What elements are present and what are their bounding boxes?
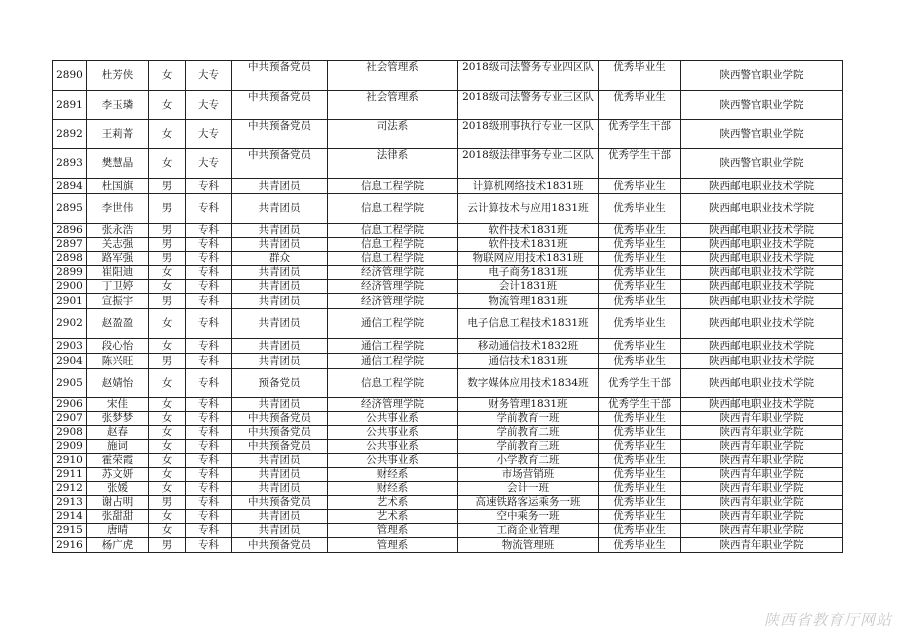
cell-award: 优秀毕业生 bbox=[599, 224, 681, 238]
table-row bbox=[53, 398, 843, 412]
cell-department: 信息工程学院 bbox=[328, 179, 458, 194]
cell-gender: 女 bbox=[149, 266, 186, 280]
cell-school: 陕西青年职业学院 bbox=[681, 426, 843, 440]
cell-department: 公共事业系 bbox=[328, 454, 458, 468]
cell-political-status: 共青团员 bbox=[232, 179, 328, 194]
cell-name: 李玉璘 bbox=[87, 91, 149, 120]
cell-school: 陕西警官职业学院 bbox=[681, 91, 843, 120]
cell-class: 财务管理1831班 bbox=[458, 398, 599, 412]
cell-class: 市场营销班 bbox=[458, 468, 599, 482]
table-row bbox=[53, 280, 843, 294]
cell-award: 优秀毕业生 bbox=[599, 440, 681, 454]
cell-class: 电子商务1831班 bbox=[458, 266, 599, 280]
cell-education: 专科 bbox=[186, 194, 232, 224]
cell-education: 专科 bbox=[186, 426, 232, 440]
cell-gender: 女 bbox=[149, 120, 186, 149]
cell-number: 2910 bbox=[53, 454, 87, 468]
table-row bbox=[53, 440, 843, 454]
cell-school: 陕西警官职业学院 bbox=[681, 61, 843, 91]
cell-name: 张梦梦 bbox=[87, 412, 149, 426]
roster-sheet bbox=[52, 60, 843, 553]
table-row bbox=[53, 252, 843, 266]
table-row bbox=[53, 294, 843, 309]
cell-name: 唐晴 bbox=[87, 524, 149, 538]
cell-education: 专科 bbox=[186, 524, 232, 538]
cell-department: 信息工程学院 bbox=[328, 238, 458, 252]
cell-education: 专科 bbox=[186, 510, 232, 524]
cell-department: 社会管理系 bbox=[328, 61, 458, 91]
cell-gender: 女 bbox=[149, 454, 186, 468]
cell-award: 优秀毕业生 bbox=[599, 354, 681, 369]
cell-number: 2892 bbox=[53, 120, 87, 149]
cell-gender: 男 bbox=[149, 496, 186, 510]
cell-number: 2900 bbox=[53, 280, 87, 294]
cell-political-status: 群众 bbox=[232, 252, 328, 266]
cell-number: 2915 bbox=[53, 524, 87, 538]
cell-gender: 女 bbox=[149, 426, 186, 440]
cell-school: 陕西青年职业学院 bbox=[681, 510, 843, 524]
cell-number: 2898 bbox=[53, 252, 87, 266]
cell-number: 2894 bbox=[53, 179, 87, 194]
cell-class: 通信技术1831班 bbox=[458, 354, 599, 369]
cell-award: 优秀毕业生 bbox=[599, 468, 681, 482]
cell-school: 陕西警官职业学院 bbox=[681, 149, 843, 179]
cell-number: 2906 bbox=[53, 398, 87, 412]
cell-class: 小学教育二班 bbox=[458, 454, 599, 468]
cell-gender: 女 bbox=[149, 482, 186, 496]
cell-class: 2018级法律事务专业二区队 bbox=[458, 149, 599, 179]
table-row bbox=[53, 91, 843, 120]
cell-gender: 男 bbox=[149, 179, 186, 194]
cell-name: 施词 bbox=[87, 440, 149, 454]
cell-name: 樊慧晶 bbox=[87, 149, 149, 179]
cell-award: 优秀毕业生 bbox=[599, 294, 681, 309]
cell-education: 专科 bbox=[186, 280, 232, 294]
cell-award: 优秀毕业生 bbox=[599, 510, 681, 524]
cell-school: 陕西青年职业学院 bbox=[681, 538, 843, 553]
cell-education: 专科 bbox=[186, 309, 232, 339]
cell-number: 2904 bbox=[53, 354, 87, 369]
cell-award: 优秀毕业生 bbox=[599, 179, 681, 194]
cell-political-status: 共青团员 bbox=[232, 510, 328, 524]
cell-number: 2907 bbox=[53, 412, 87, 426]
cell-name: 张媛 bbox=[87, 482, 149, 496]
table-row bbox=[53, 482, 843, 496]
cell-education: 专科 bbox=[186, 454, 232, 468]
cell-award: 优秀毕业生 bbox=[599, 280, 681, 294]
cell-political-status: 预备党员 bbox=[232, 369, 328, 398]
cell-name: 霍荣霞 bbox=[87, 454, 149, 468]
cell-number: 2916 bbox=[53, 538, 87, 553]
cell-department: 通信工程学院 bbox=[328, 309, 458, 339]
cell-political-status: 中共预备党员 bbox=[232, 91, 328, 120]
cell-number: 2901 bbox=[53, 294, 87, 309]
cell-name: 丁卫婷 bbox=[87, 280, 149, 294]
watermark-text: 陕西省教育厅网站 bbox=[763, 611, 892, 629]
cell-department: 经济管理学院 bbox=[328, 266, 458, 280]
table-row bbox=[53, 454, 843, 468]
cell-department: 司法系 bbox=[328, 120, 458, 149]
cell-number: 2914 bbox=[53, 510, 87, 524]
table-row bbox=[53, 61, 843, 91]
cell-name: 陈兴旺 bbox=[87, 354, 149, 369]
cell-gender: 女 bbox=[149, 61, 186, 91]
cell-school: 陕西邮电职业技术学院 bbox=[681, 238, 843, 252]
cell-department: 经济管理学院 bbox=[328, 280, 458, 294]
cell-gender: 女 bbox=[149, 398, 186, 412]
cell-name: 谢占明 bbox=[87, 496, 149, 510]
cell-department: 管理系 bbox=[328, 524, 458, 538]
cell-class: 2018级司法警务专业四区队 bbox=[458, 61, 599, 91]
cell-award: 优秀毕业生 bbox=[599, 61, 681, 91]
cell-department: 信息工程学院 bbox=[328, 194, 458, 224]
cell-award: 优秀学生干部 bbox=[599, 369, 681, 398]
cell-gender: 女 bbox=[149, 524, 186, 538]
cell-number: 2909 bbox=[53, 440, 87, 454]
cell-number: 2891 bbox=[53, 91, 87, 120]
cell-name: 赵婧怡 bbox=[87, 369, 149, 398]
cell-name: 关志强 bbox=[87, 238, 149, 252]
cell-award: 优秀毕业生 bbox=[599, 482, 681, 496]
cell-political-status: 共青团员 bbox=[232, 224, 328, 238]
cell-education: 专科 bbox=[186, 224, 232, 238]
cell-political-status: 共青团员 bbox=[232, 354, 328, 369]
cell-department: 公共事业系 bbox=[328, 426, 458, 440]
cell-gender: 女 bbox=[149, 91, 186, 120]
cell-department: 通信工程学院 bbox=[328, 339, 458, 354]
cell-name: 崔阳迪 bbox=[87, 266, 149, 280]
cell-award: 优秀毕业生 bbox=[599, 339, 681, 354]
cell-political-status: 共青团员 bbox=[232, 238, 328, 252]
roster-body bbox=[53, 61, 843, 553]
cell-class: 高速铁路客运乘务一班 bbox=[458, 496, 599, 510]
table-row bbox=[53, 426, 843, 440]
cell-gender: 女 bbox=[149, 510, 186, 524]
cell-award: 优秀毕业生 bbox=[599, 538, 681, 553]
cell-education: 专科 bbox=[186, 482, 232, 496]
cell-department: 财经系 bbox=[328, 468, 458, 482]
cell-class: 会计一班 bbox=[458, 482, 599, 496]
cell-education: 大专 bbox=[186, 149, 232, 179]
cell-gender: 女 bbox=[149, 369, 186, 398]
cell-number: 2908 bbox=[53, 426, 87, 440]
cell-political-status: 中共预备党员 bbox=[232, 538, 328, 553]
cell-award: 优秀毕业生 bbox=[599, 454, 681, 468]
cell-name: 路军强 bbox=[87, 252, 149, 266]
cell-name: 赵盈盈 bbox=[87, 309, 149, 339]
cell-class: 会计1831班 bbox=[458, 280, 599, 294]
cell-education: 专科 bbox=[186, 538, 232, 553]
cell-number: 2890 bbox=[53, 61, 87, 91]
table-row bbox=[53, 354, 843, 369]
cell-department: 信息工程学院 bbox=[328, 224, 458, 238]
cell-education: 专科 bbox=[186, 252, 232, 266]
cell-name: 赵春 bbox=[87, 426, 149, 440]
cell-class: 学前教育二班 bbox=[458, 426, 599, 440]
cell-political-status: 共青团员 bbox=[232, 524, 328, 538]
cell-political-status: 中共预备党员 bbox=[232, 61, 328, 91]
cell-school: 陕西青年职业学院 bbox=[681, 454, 843, 468]
cell-award: 优秀毕业生 bbox=[599, 426, 681, 440]
cell-education: 专科 bbox=[186, 412, 232, 426]
cell-class: 学前教育三班 bbox=[458, 440, 599, 454]
cell-department: 经济管理学院 bbox=[328, 398, 458, 412]
cell-department: 经济管理学院 bbox=[328, 294, 458, 309]
table-row bbox=[53, 339, 843, 354]
cell-political-status: 共青团员 bbox=[232, 339, 328, 354]
cell-school: 陕西青年职业学院 bbox=[681, 412, 843, 426]
cell-award: 优秀毕业生 bbox=[599, 524, 681, 538]
cell-award: 优秀学生干部 bbox=[599, 120, 681, 149]
table-row bbox=[53, 149, 843, 179]
cell-gender: 男 bbox=[149, 194, 186, 224]
cell-education: 专科 bbox=[186, 496, 232, 510]
table-row bbox=[53, 510, 843, 524]
cell-name: 杨广虎 bbox=[87, 538, 149, 553]
cell-class: 2018级司法警务专业三区队 bbox=[458, 91, 599, 120]
cell-department: 法律系 bbox=[328, 149, 458, 179]
cell-education: 专科 bbox=[186, 294, 232, 309]
cell-education: 专科 bbox=[186, 238, 232, 252]
cell-political-status: 中共预备党员 bbox=[232, 440, 328, 454]
cell-political-status: 中共预备党员 bbox=[232, 120, 328, 149]
cell-name: 宋佳 bbox=[87, 398, 149, 412]
cell-gender: 男 bbox=[149, 294, 186, 309]
cell-class: 软件技术1831班 bbox=[458, 238, 599, 252]
cell-school: 陕西青年职业学院 bbox=[681, 440, 843, 454]
cell-number: 2905 bbox=[53, 369, 87, 398]
cell-education: 专科 bbox=[186, 369, 232, 398]
cell-award: 优秀毕业生 bbox=[599, 496, 681, 510]
cell-class: 移动通信技术1832班 bbox=[458, 339, 599, 354]
cell-name: 苏文妍 bbox=[87, 468, 149, 482]
cell-award: 优秀毕业生 bbox=[599, 309, 681, 339]
cell-name: 杜芳侠 bbox=[87, 61, 149, 91]
cell-education: 专科 bbox=[186, 354, 232, 369]
table-row bbox=[53, 412, 843, 426]
cell-political-status: 中共预备党员 bbox=[232, 412, 328, 426]
cell-class: 学前教育一班 bbox=[458, 412, 599, 426]
cell-award: 优秀毕业生 bbox=[599, 194, 681, 224]
cell-award: 优秀学生干部 bbox=[599, 398, 681, 412]
cell-education: 大专 bbox=[186, 120, 232, 149]
cell-number: 2903 bbox=[53, 339, 87, 354]
cell-number: 2911 bbox=[53, 468, 87, 482]
cell-department: 公共事业系 bbox=[328, 440, 458, 454]
cell-name: 李世伟 bbox=[87, 194, 149, 224]
cell-class: 数字媒体应用技术1834班 bbox=[458, 369, 599, 398]
cell-class: 物流管理1831班 bbox=[458, 294, 599, 309]
cell-gender: 男 bbox=[149, 252, 186, 266]
cell-number: 2897 bbox=[53, 238, 87, 252]
cell-number: 2893 bbox=[53, 149, 87, 179]
cell-department: 艺术系 bbox=[328, 510, 458, 524]
cell-department: 艺术系 bbox=[328, 496, 458, 510]
cell-education: 专科 bbox=[186, 398, 232, 412]
table-row bbox=[53, 538, 843, 553]
table-row bbox=[53, 309, 843, 339]
cell-department: 信息工程学院 bbox=[328, 369, 458, 398]
cell-school: 陕西邮电职业技术学院 bbox=[681, 398, 843, 412]
cell-political-status: 共青团员 bbox=[232, 398, 328, 412]
cell-class: 物联网应用技术1831班 bbox=[458, 252, 599, 266]
cell-political-status: 中共预备党员 bbox=[232, 496, 328, 510]
cell-class: 工商企业管理 bbox=[458, 524, 599, 538]
cell-school: 陕西青年职业学院 bbox=[681, 496, 843, 510]
cell-name: 杜国旗 bbox=[87, 179, 149, 194]
cell-school: 陕西邮电职业技术学院 bbox=[681, 369, 843, 398]
table-row bbox=[53, 224, 843, 238]
cell-department: 公共事业系 bbox=[328, 412, 458, 426]
cell-political-status: 共青团员 bbox=[232, 294, 328, 309]
cell-class: 云计算技术与应用1831班 bbox=[458, 194, 599, 224]
cell-education: 专科 bbox=[186, 339, 232, 354]
cell-education: 专科 bbox=[186, 266, 232, 280]
table-row bbox=[53, 524, 843, 538]
table-row bbox=[53, 496, 843, 510]
cell-political-status: 共青团员 bbox=[232, 454, 328, 468]
cell-gender: 男 bbox=[149, 238, 186, 252]
cell-gender: 男 bbox=[149, 224, 186, 238]
cell-class: 电子信息工程技术1831班 bbox=[458, 309, 599, 339]
cell-class: 2018级刑事执行专业一区队 bbox=[458, 120, 599, 149]
cell-award: 优秀毕业生 bbox=[599, 266, 681, 280]
cell-department: 信息工程学院 bbox=[328, 252, 458, 266]
cell-political-status: 共青团员 bbox=[232, 468, 328, 482]
cell-department: 管理系 bbox=[328, 538, 458, 553]
cell-name: 王莉菁 bbox=[87, 120, 149, 149]
cell-gender: 女 bbox=[149, 468, 186, 482]
cell-political-status: 中共预备党员 bbox=[232, 426, 328, 440]
cell-education: 大专 bbox=[186, 61, 232, 91]
cell-school: 陕西邮电职业技术学院 bbox=[681, 179, 843, 194]
cell-department: 财经系 bbox=[328, 482, 458, 496]
cell-award: 优秀毕业生 bbox=[599, 412, 681, 426]
cell-number: 2913 bbox=[53, 496, 87, 510]
cell-gender: 女 bbox=[149, 412, 186, 426]
table-row bbox=[53, 179, 843, 194]
cell-award: 优秀毕业生 bbox=[599, 252, 681, 266]
cell-number: 2899 bbox=[53, 266, 87, 280]
cell-school: 陕西邮电职业技术学院 bbox=[681, 224, 843, 238]
cell-award: 优秀毕业生 bbox=[599, 238, 681, 252]
cell-award: 优秀毕业生 bbox=[599, 91, 681, 120]
cell-gender: 女 bbox=[149, 440, 186, 454]
cell-gender: 男 bbox=[149, 538, 186, 553]
cell-school: 陕西警官职业学院 bbox=[681, 120, 843, 149]
cell-gender: 男 bbox=[149, 354, 186, 369]
cell-name: 张永浩 bbox=[87, 224, 149, 238]
cell-education: 专科 bbox=[186, 179, 232, 194]
cell-gender: 女 bbox=[149, 309, 186, 339]
table-row bbox=[53, 238, 843, 252]
cell-school: 陕西青年职业学院 bbox=[681, 524, 843, 538]
cell-class: 物流管理班 bbox=[458, 538, 599, 553]
table-row bbox=[53, 194, 843, 224]
table-row bbox=[53, 266, 843, 280]
table-row bbox=[53, 120, 843, 149]
cell-name: 段心怡 bbox=[87, 339, 149, 354]
cell-school: 陕西邮电职业技术学院 bbox=[681, 309, 843, 339]
cell-school: 陕西邮电职业技术学院 bbox=[681, 194, 843, 224]
cell-number: 2902 bbox=[53, 309, 87, 339]
roster-table bbox=[52, 60, 843, 553]
cell-number: 2895 bbox=[53, 194, 87, 224]
cell-class: 软件技术1831班 bbox=[458, 224, 599, 238]
cell-school: 陕西邮电职业技术学院 bbox=[681, 294, 843, 309]
cell-award: 优秀学生干部 bbox=[599, 149, 681, 179]
table-row bbox=[53, 468, 843, 482]
cell-name: 张甜甜 bbox=[87, 510, 149, 524]
cell-political-status: 共青团员 bbox=[232, 309, 328, 339]
cell-political-status: 中共预备党员 bbox=[232, 149, 328, 179]
cell-school: 陕西邮电职业技术学院 bbox=[681, 280, 843, 294]
cell-number: 2912 bbox=[53, 482, 87, 496]
cell-education: 专科 bbox=[186, 440, 232, 454]
cell-gender: 女 bbox=[149, 149, 186, 179]
cell-political-status: 共青团员 bbox=[232, 280, 328, 294]
cell-school: 陕西邮电职业技术学院 bbox=[681, 252, 843, 266]
cell-school: 陕西青年职业学院 bbox=[681, 468, 843, 482]
cell-name: 宣振宇 bbox=[87, 294, 149, 309]
cell-gender: 女 bbox=[149, 339, 186, 354]
cell-school: 陕西邮电职业技术学院 bbox=[681, 339, 843, 354]
cell-political-status: 共青团员 bbox=[232, 482, 328, 496]
cell-gender: 女 bbox=[149, 280, 186, 294]
cell-political-status: 共青团员 bbox=[232, 194, 328, 224]
cell-department: 社会管理系 bbox=[328, 91, 458, 120]
cell-class: 计算机网络技术1831班 bbox=[458, 179, 599, 194]
table-row bbox=[53, 369, 843, 398]
cell-school: 陕西邮电职业技术学院 bbox=[681, 266, 843, 280]
cell-school: 陕西邮电职业技术学院 bbox=[681, 354, 843, 369]
cell-department: 通信工程学院 bbox=[328, 354, 458, 369]
cell-school: 陕西青年职业学院 bbox=[681, 482, 843, 496]
cell-education: 专科 bbox=[186, 468, 232, 482]
cell-education: 大专 bbox=[186, 91, 232, 120]
cell-number: 2896 bbox=[53, 224, 87, 238]
cell-political-status: 共青团员 bbox=[232, 266, 328, 280]
cell-class: 空中乘务一班 bbox=[458, 510, 599, 524]
